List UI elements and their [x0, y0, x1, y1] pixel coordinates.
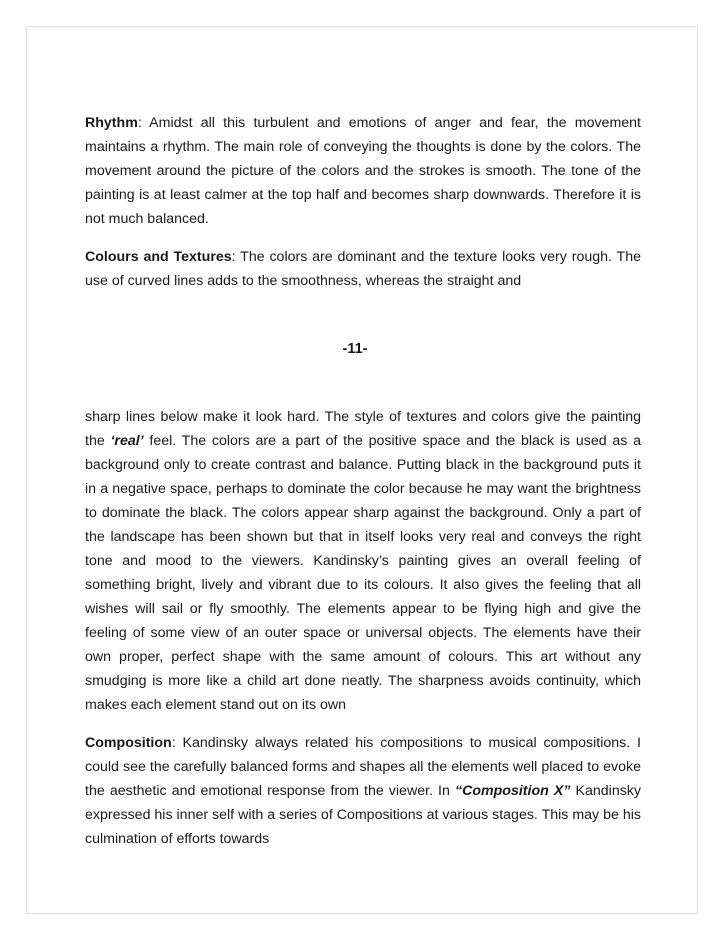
continuation-text-after: feel. The colors are a part of the positive space and the black is used as a background only to create contrast and balance. Putting black in the background puts it in a negative space, perhaps to dominate the color because he may want the brightness to dominate the black. The colors appear sharp against the background. Only a part of the landscape has been shown but that in itself looks very real and conveys the right tone and mood to the viewers. Kandinsky’s painting gives an overall feeling of something bright, lively and vibrant due to its colours. It also gives the feeling that all wishes will sail or fly smoothly. The elements appear to be flying high and give the feeling of some view of an outer space or universal objects. The elements have their own proper, perfect shape with the same amount of colours. This art without any smudging is more like a child art done neatly. The sharpness avoids continuity, which makes each element stand out on its own — [85, 433, 642, 713]
colours-paragraph — [85, 245, 641, 293]
colours-heading: Colours and Textures — [85, 249, 232, 265]
rhythm-text: : Amidst all this turbulent and emotions of anger and fear, the movement maintains a rhythm. The main role of conveying the thoughts is done by the colors. The movement around the picture of the colors and the strokes is smooth. The tone of the painting is at least calmer at the top half and becomes sharp downwards. Therefore it is not much balanced. — [85, 115, 641, 227]
continuation-text-before: sharp lines below make it look hard. The style of textures and colors give the painting the — [85, 409, 641, 449]
composition-x-emphasis: “Composition X” — [455, 783, 571, 799]
real-emphasis: ‘real’ — [110, 433, 144, 449]
composition-text-before: : Kandinsky always related his compositions to musical compositions. I could see the carefully balanced forms and shapes all the elements well placed to evoke the aesthetic and emotional response from the viewer. In — [85, 735, 641, 799]
continuation-paragraph — [85, 405, 641, 717]
page-content — [85, 85, 641, 851]
composition-heading: Composition — [85, 735, 172, 751]
document-page — [26, 26, 698, 914]
rhythm-heading: Rhythm — [85, 115, 138, 131]
composition-text-after: Kandinsky expressed his inner self with a series of Compositions at various stages. This may be his culmination of efforts towards — [85, 783, 641, 847]
page-number: -11- — [342, 341, 368, 357]
rhythm-paragraph — [85, 111, 641, 231]
composition-paragraph — [85, 731, 641, 851]
colours-text: : The colors are dominant and the texture looks very rough. The use of curved lines adds to the smoothness, whereas the straight and — [85, 249, 641, 289]
